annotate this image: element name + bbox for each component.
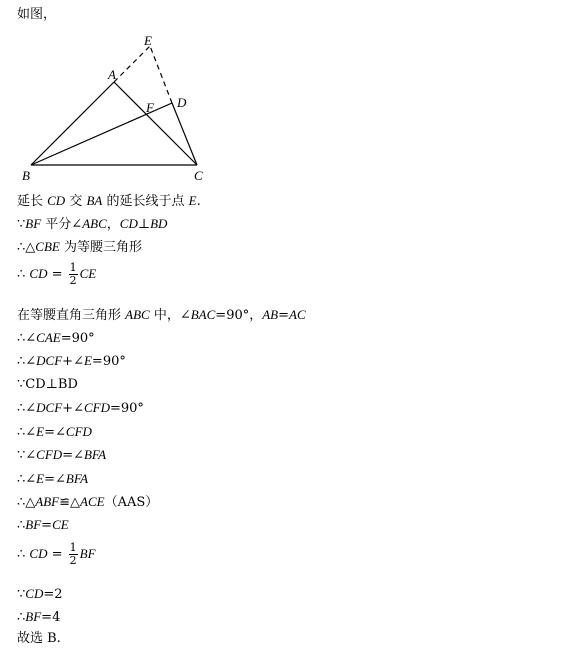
answer-line: 故选 B.: [17, 631, 61, 646]
solution-line-15: ∴ CD = $\frac{1}{2}$ BF: [17, 541, 96, 567]
segment-DE-dashed: [150, 46, 172, 103]
fraction-one-half: $\frac{1}{2}$: [69, 261, 77, 287]
intro-text: 如图，: [17, 7, 57, 22]
label-B: B: [22, 168, 30, 183]
solution-line-5: 在等腰直角三角形 ABC 中，∠BAC=90°，AB=AC: [17, 307, 306, 323]
segment-BA: [31, 82, 114, 165]
solution-line-12: ∴∠E=∠BFA: [17, 471, 89, 487]
solution-line-14: ∴BF=CE: [17, 517, 69, 533]
solution-line-11: ∵∠CFD=∠BFA: [17, 447, 107, 463]
label-D: D: [177, 95, 187, 110]
solution-line-2: ∵BF 平分∠ABC，CD⊥BD: [17, 216, 168, 232]
label-E: E: [144, 33, 152, 48]
solution-line-7: ∴∠DCF+∠E=90°: [17, 353, 126, 369]
fraction-one-half: $\frac{1}{2}$: [69, 541, 77, 567]
solution-line-8: ∵CD⊥BD: [17, 377, 78, 392]
label-A: A: [108, 67, 116, 82]
solution-line-6: ∴∠CAE=90°: [17, 330, 95, 346]
solution-line-3: ∴△CBE 为等腰三角形: [17, 239, 142, 255]
solution-line-16: ∵CD=2: [17, 586, 63, 602]
solution-line-10: ∴∠E=∠CFD: [17, 424, 92, 440]
solution-line-4: ∴ CD = $\frac{1}{2}$ CE: [17, 261, 97, 287]
segment-CD: [172, 103, 197, 165]
segment-AE-dashed: [114, 46, 150, 82]
geometry-figure: [0, 0, 584, 190]
solution-line-17: ∴BF=4: [17, 609, 61, 625]
solution-line-13: ∴△ABF≌△ACE（AAS）: [17, 494, 159, 510]
solution-line-1: 延长 CD 交 BA 的延长线于点 E.: [17, 193, 201, 209]
label-F: F: [146, 100, 154, 115]
solution-line-9: ∴∠DCF+∠CFD=90°: [17, 400, 144, 416]
label-C: C: [194, 168, 203, 183]
